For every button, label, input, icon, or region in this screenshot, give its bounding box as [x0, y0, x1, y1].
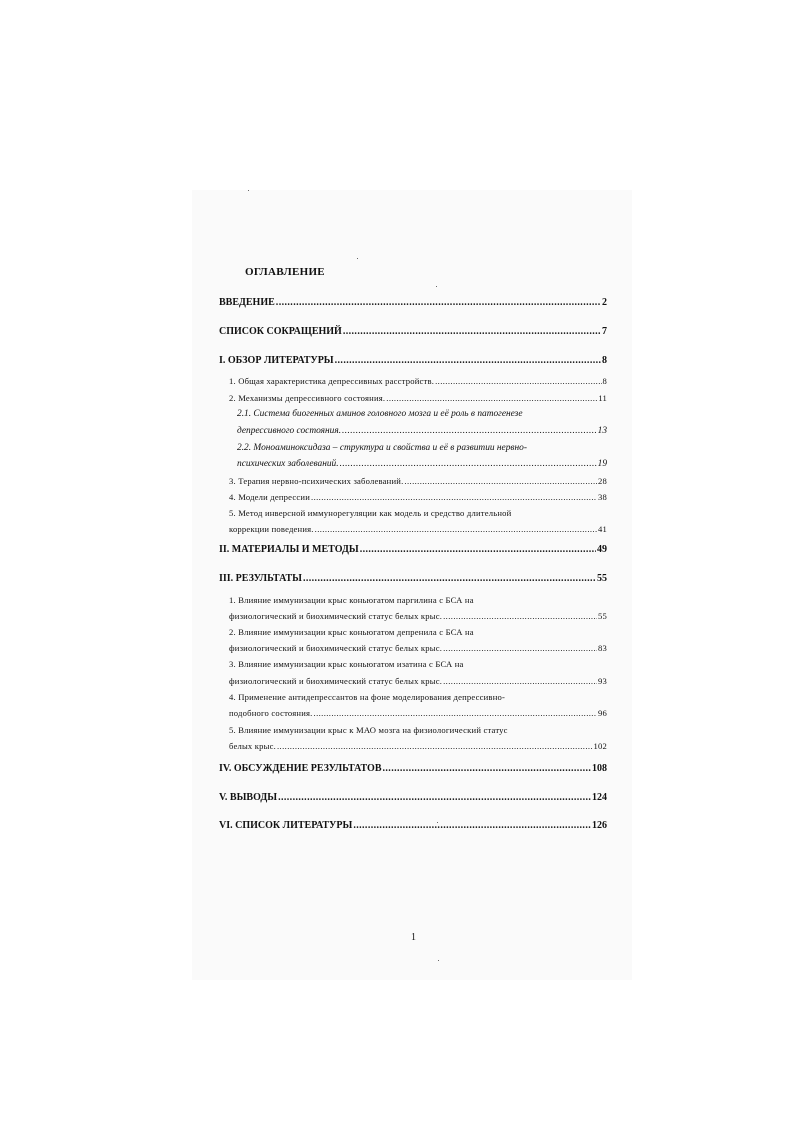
toc-entry-chapter-4[interactable]: IV. ОБСУЖДЕНИЕ РЕЗУЛЬТАТОВ ..... 108 — [219, 763, 607, 775]
toc-entry-1-5[interactable]: коррекции поведения. ..... 41 — [229, 523, 607, 535]
toc-title: ОГЛАВЛЕНИЕ — [245, 266, 325, 278]
toc-entry-3-4[interactable]: подобного состояния. ..... 96 — [229, 707, 607, 719]
scan-speck — [438, 960, 439, 961]
toc-entry-3-5-line1: 5. Влияние иммунизации крыс к МАО мозга на физиологический статус — [229, 725, 508, 735]
toc-entry-3-3[interactable]: физиологический и биохимический статус белых крыс. ..... 93 — [229, 675, 607, 687]
scan-speck — [437, 822, 438, 823]
scan-speck — [248, 190, 249, 191]
toc-entry-1-2-2[interactable]: психических заболеваний. ..... 19 — [237, 458, 607, 470]
toc-entry-1-4[interactable]: 4. Модели депрессии ..... 38 — [229, 491, 607, 503]
toc-entry-1-2[interactable]: 2. Механизмы депрессивного состояния. ..... 11 — [229, 392, 607, 404]
toc-entry-chapter-3[interactable]: III. РЕЗУЛЬТАТЫ ..... 55 — [219, 573, 607, 585]
toc-entry-abbreviations[interactable]: СПИСОК СОКРАЩЕНИЙ ..... 7 — [219, 326, 607, 338]
toc-entry-1-3[interactable]: 3. Терапия нервно-психических заболеваний. ..... 28 — [229, 475, 607, 487]
toc-entry-1-5-line1: 5. Метод инверсной иммунорегуляции как модель и средство длительной — [229, 508, 512, 518]
toc-entry-chapter-2[interactable]: II. МАТЕРИАЛЫ И МЕТОДЫ ..... 49 — [219, 544, 607, 556]
toc-entry-chapter-1[interactable]: I. ОБЗОР ЛИТЕРАТУРЫ ..... 8 — [219, 355, 607, 367]
toc-entry-1-2-1-line1: 2.1. Система биогенных аминов головного мозга и её роль в патогенезе — [237, 409, 523, 419]
toc-entry-3-1[interactable]: физиологический и биохимический статус белых крыс. ..... 55 — [229, 610, 607, 622]
toc-entry-chapter-6[interactable]: VI. СПИСОК ЛИТЕРАТУРЫ ..... 126 — [219, 820, 607, 832]
toc-entry-3-2-line1: 2. Влияние иммунизации крыс коньюгатом депренила с БСА на — [229, 627, 474, 637]
toc-entry-3-2[interactable]: физиологический и биохимический статус белых крыс. ..... 83 — [229, 642, 607, 654]
toc-entry-1-2-2-line1: 2.2. Моноаминоксидаза – структура и свойства и её в развитии нервно- — [237, 443, 527, 453]
toc-entry-3-5[interactable]: белых крыс. ..... 102 — [229, 740, 607, 752]
toc-entry-1-2-1[interactable]: депрессивного состояния. ..... 13 — [237, 425, 607, 437]
scan-speck — [436, 286, 437, 287]
toc-entry-3-3-line1: 3. Влияние иммунизации крыс коньюгатом изатина с БСА на — [229, 659, 464, 669]
toc-entry-1-1[interactable]: 1. Общая характеристика депрессивных расстройств. ..... 8 — [229, 375, 607, 387]
toc-entry-chapter-5[interactable]: V. ВЫВОДЫ ..... 124 — [219, 792, 607, 804]
toc-entry-3-4-line1: 4. Применение антидепрессантов на фоне моделирования депрессивно- — [229, 692, 506, 702]
toc-entry-intro[interactable]: ВВЕДЕНИЕ ..... 2 — [219, 297, 607, 309]
page-number: 1 — [411, 932, 416, 943]
scan-speck — [357, 258, 358, 259]
toc-entry-3-1-line1: 1. Влияние иммунизации крыс коньюгатом паргилина с БСА на — [229, 595, 474, 605]
